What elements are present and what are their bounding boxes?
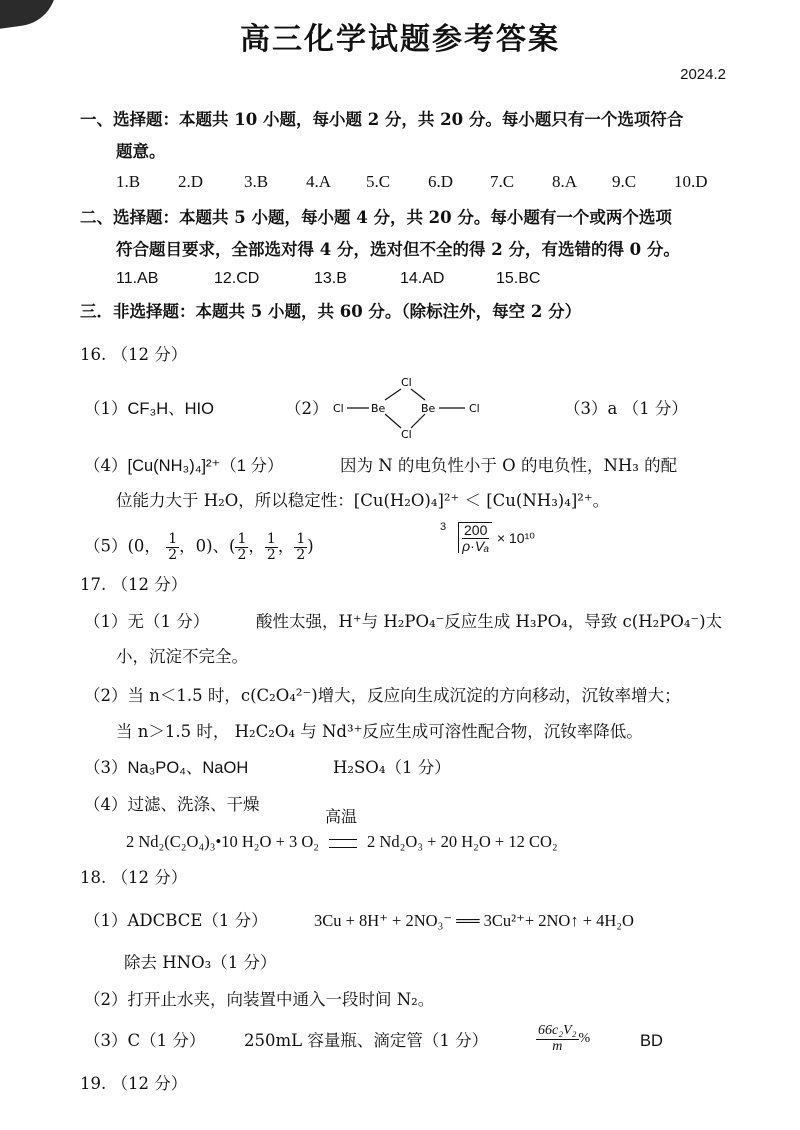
bond-cltop-be2 bbox=[411, 389, 425, 400]
formula-multiplier: × 10¹⁰ bbox=[496, 530, 535, 547]
q17-p3-label: （3） bbox=[84, 758, 128, 777]
frac-half-4: $\frac{1}{2}$ bbox=[296, 531, 306, 563]
bond-be1-clbot bbox=[385, 414, 401, 428]
q18-p2-answer: 打开止水夹，向装置中通入一段时间 N₂。 bbox=[127, 990, 435, 1009]
struct-cl-left: Cl bbox=[333, 402, 344, 415]
coord-comma-2: ， bbox=[277, 536, 295, 556]
coord-close: ) bbox=[307, 536, 314, 556]
q18-title: 18. （12 分） bbox=[80, 868, 188, 887]
part3-heading: 三．非选择题：本题共 5 小题，共 60 分。（除标注外，每空 2 分） bbox=[80, 302, 582, 321]
q17-p1-answer: 无（1 分） bbox=[127, 612, 210, 631]
q16-p1-label: （1） bbox=[84, 399, 128, 418]
part2-heading-cont: 符合题目要求，全部选对得 4 分，选对但不全的得 2 分，有选错的得 0 分。 bbox=[116, 240, 680, 259]
q17-part4 bbox=[84, 797, 260, 814]
becl2-dimer-structure bbox=[325, 372, 505, 444]
answer-7: 7.C bbox=[490, 172, 515, 191]
q17-title: 17. （12 分） bbox=[80, 575, 188, 594]
root-index: 3 bbox=[440, 521, 447, 533]
answer-15: 15.BC bbox=[496, 270, 541, 287]
q16-p4-ion: [Cu(NH₃)₄]²⁺（1 分） bbox=[127, 457, 284, 475]
q18-p3-label: （3） bbox=[84, 1031, 128, 1050]
q16-p4-conclusion: 位能力大于 H₂O，所以稳定性：[Cu(H₂O)₄]²⁺ ＜ [Cu(NH₃)₄]²⁺。 bbox=[116, 491, 610, 510]
answer-10: 10.D bbox=[674, 172, 708, 191]
struct-be-2: Be bbox=[421, 402, 436, 415]
q18-part2 bbox=[84, 992, 434, 1009]
part1-heading: 一、选择题：本题共 10 小题，每小题 2 分，共 20 分。每小题只有一个选项符合 bbox=[80, 110, 684, 129]
q16-p4-reason: 因为 N 的电负性小于 O 的电负性，NH₃ 的配 bbox=[340, 456, 678, 475]
q16-part3 bbox=[564, 401, 688, 418]
frac-half-3: $\frac{1}{2}$ bbox=[266, 531, 276, 563]
part1-answers bbox=[116, 173, 708, 190]
q17-p2-line1: 当 n＜1.5 时，c(C₂O₄²⁻)增大，反应向生成沉淀的方向移动，沉钕率增大； bbox=[127, 686, 681, 705]
part2-answers bbox=[116, 271, 540, 287]
eq-condition: 高温 bbox=[325, 809, 358, 826]
answer-14: 14.AD bbox=[400, 270, 445, 287]
struct-cl-top: Cl bbox=[401, 376, 412, 389]
q16-p5-label: （5） bbox=[84, 536, 128, 556]
q17-p2-line2: 当 n＞1.5 时， H₂C₂O₄ 与 Nd³⁺反应生成可溶性配合物，沉钕率降低。 bbox=[116, 722, 643, 741]
q16-p1-answer: CF₃H、HIO bbox=[127, 400, 214, 418]
q16-part1 bbox=[84, 401, 214, 418]
answer-6: 6.D bbox=[428, 172, 454, 191]
q16-p4-label: （4） bbox=[84, 456, 128, 475]
q17-p3-answer-a: Na₃PO₄、NaOH bbox=[127, 759, 249, 777]
answer-2: 2.D bbox=[178, 172, 204, 191]
q17-p3-answer-b: H₂SO₄（1 分） bbox=[333, 758, 451, 777]
part1-heading-cont: 题意。 bbox=[116, 142, 166, 161]
q17-part1-a bbox=[84, 614, 209, 631]
eq-reactants: 2 Nd₂(C₂O₄)₃•10 H₂O + 3 O₂ bbox=[126, 832, 320, 851]
q17-part2-a bbox=[84, 688, 681, 705]
exam-date: 2024.2 bbox=[680, 66, 726, 83]
bond-clbot-be2 bbox=[411, 414, 425, 428]
eq-sign bbox=[325, 809, 358, 851]
answer-13: 13.B bbox=[314, 270, 347, 287]
bond-be1-cltop bbox=[385, 389, 401, 400]
q16-p3-answer: a （1 分） bbox=[607, 399, 688, 418]
q16-p2-label: （2） bbox=[285, 399, 329, 418]
coord-comma-1: ， bbox=[248, 536, 265, 556]
q18-p2-label: （2） bbox=[84, 990, 128, 1009]
q18-p1-note: 除去 HNO₃（1 分） bbox=[124, 953, 277, 972]
q17-p4-equation bbox=[126, 809, 558, 851]
struct-cl-bottom: Cl bbox=[401, 428, 412, 441]
q16-part4-line1 bbox=[84, 458, 284, 475]
answer-8: 8.A bbox=[552, 172, 578, 191]
q18-p3-answer-b: 250mL 容量瓶、滴定管（1 分） bbox=[244, 1031, 489, 1050]
answer-1: 1.B bbox=[116, 172, 141, 191]
q18-p3-formula bbox=[536, 1024, 590, 1054]
page-title: 高三化学试题参考答案 bbox=[240, 22, 560, 57]
coord-open: (0， bbox=[127, 536, 161, 556]
part2-heading: 二、选择题：本题共 5 小题，每小题 4 分，共 20 分。每小题有一个或两个选项 bbox=[80, 208, 672, 227]
root-fraction: $\frac{200}{\text{ρ·Vₐ}}$ bbox=[462, 522, 490, 554]
answer-12: 12.CD bbox=[214, 270, 260, 287]
q17-p1-reason: 酸性太强，H⁺与 H₂PO₄⁻反应生成 H₃PO₄，导致 c(H₂PO₄⁻)太 bbox=[256, 612, 723, 631]
q16-p3-label: （3） bbox=[564, 399, 608, 418]
q18-p3-answer-c: BD bbox=[640, 1032, 663, 1050]
frac-half-2: $\frac{1}{2}$ bbox=[237, 531, 247, 563]
answer-3: 3.B bbox=[244, 172, 269, 191]
q17-p4-answer: 过滤、洗涤、干燥 bbox=[127, 795, 260, 814]
q19-title: 19. （12 分） bbox=[80, 1074, 188, 1093]
struct-cl-right: Cl bbox=[469, 402, 480, 415]
q16-title: 16. （12 分） bbox=[80, 345, 188, 364]
q18-percent: % bbox=[578, 1031, 591, 1047]
q16-part5 bbox=[84, 532, 314, 562]
answer-9: 9.C bbox=[612, 172, 637, 191]
q16-p5-formula bbox=[440, 522, 535, 553]
answer-4: 4.A bbox=[306, 172, 332, 191]
q18-p1-answer: ADCBCE（1 分） bbox=[127, 911, 268, 930]
cube-root bbox=[440, 522, 492, 553]
q18-part1 bbox=[84, 913, 268, 930]
frac-half-1: $\frac{1}{2}$ bbox=[168, 531, 178, 563]
q17-part3 bbox=[84, 760, 248, 777]
eq-products: 2 Nd₂O₃ + 20 H₂O + 12 CO₂ bbox=[367, 832, 558, 851]
struct-be-1: Be bbox=[371, 402, 386, 415]
q17-p4-label: （4） bbox=[84, 795, 128, 814]
q17-p1-label: （1） bbox=[84, 612, 128, 631]
q17-p1-reason-cont: 小，沉淀不完全。 bbox=[116, 647, 248, 666]
q18-p1-equation: 3Cu + 8H⁺ + 2NO₃⁻ ══ 3Cu²⁺+ 2NO↑ + 4H₂O bbox=[314, 911, 634, 930]
answer-5: 5.C bbox=[366, 172, 391, 191]
q17-p2-label: （2） bbox=[84, 686, 128, 705]
q18-p1-label: （1） bbox=[84, 911, 128, 930]
q18-part3 bbox=[84, 1033, 205, 1050]
coord-mid: ，0)、( bbox=[179, 536, 236, 556]
q18-p3-answer-a: C（1 分） bbox=[127, 1031, 206, 1050]
q18-fraction: $\frac{\text{66c₂V₂}}{m}$ bbox=[538, 1023, 577, 1054]
answer-11: 11.AB bbox=[116, 270, 159, 287]
